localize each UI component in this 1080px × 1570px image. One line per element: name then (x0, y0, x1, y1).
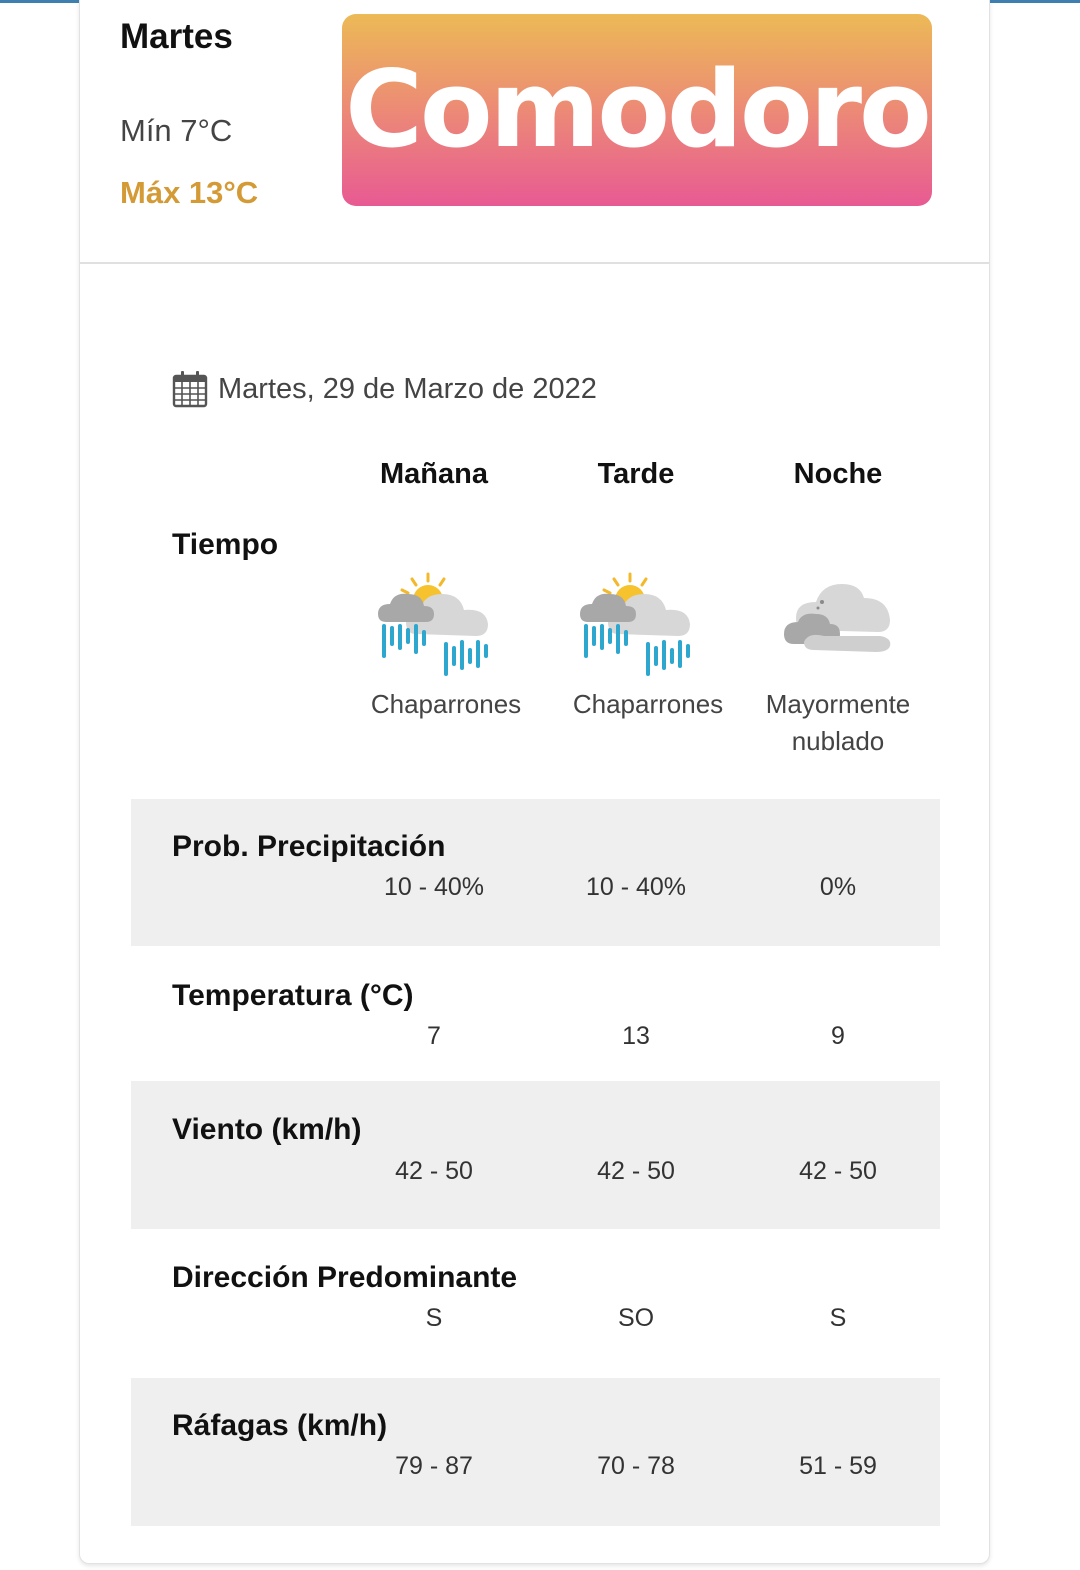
value-noche: 0% (819, 873, 857, 901)
day-name: Martes (120, 17, 233, 56)
sun-cloud-rain-icon (578, 572, 696, 682)
city-name: Comodoro (345, 48, 929, 171)
weather-description (538, 686, 758, 723)
row-label: Ráfagas (km/h) (172, 1409, 388, 1442)
weather-description (728, 686, 948, 760)
calendar-icon (172, 370, 208, 408)
weather-description (336, 686, 556, 723)
city-banner (342, 14, 932, 206)
weather-description-line1: Mayormente (765, 689, 911, 719)
value-tarde: 42 - 50 (597, 1157, 675, 1185)
date-row (172, 370, 597, 408)
weather-description-line1: Chaparrones (572, 689, 724, 719)
row-label: Prob. Precipitación (172, 830, 446, 863)
column-header-noche: Noche (793, 458, 883, 490)
row-label: Temperatura (°C) (172, 979, 414, 1012)
forecast-date: Martes, 29 de Marzo de 2022 (218, 372, 597, 405)
column-header-tarde: Tarde (597, 458, 675, 490)
row-label: Dirección Predominante (172, 1261, 518, 1294)
value-noche: 9 (831, 1022, 845, 1050)
weather-description-line1: Chaparrones (370, 689, 522, 719)
value-tarde: 10 - 40% (585, 873, 687, 901)
min-temperature: Mín 7°C (120, 113, 233, 148)
row-wind-direction (131, 1229, 940, 1378)
sun-cloud-rain-icon (376, 572, 494, 682)
value-manana: 42 - 50 (395, 1157, 473, 1185)
value-manana: 10 - 40% (383, 873, 485, 901)
row-wind (131, 1081, 940, 1229)
row-label: Viento (km/h) (172, 1113, 362, 1146)
value-manana: 7 (427, 1022, 441, 1050)
value-noche: 51 - 59 (799, 1452, 877, 1480)
row-gusts (131, 1378, 940, 1526)
card-divider (80, 262, 989, 264)
row-temperature (131, 946, 940, 1081)
tiempo-label: Tiempo (172, 528, 279, 561)
value-manana: 79 - 87 (395, 1452, 473, 1480)
value-noche: 42 - 50 (799, 1157, 877, 1185)
weather-description-line2: nublado (791, 726, 885, 756)
column-header-manana: Mañana (380, 458, 488, 490)
value-noche: S (829, 1304, 847, 1332)
value-tarde: 13 (622, 1022, 650, 1050)
max-temperature: Máx 13°C (120, 175, 259, 210)
moon-cloud-icon (780, 572, 898, 682)
value-manana: S (425, 1304, 443, 1332)
value-tarde: 70 - 78 (597, 1452, 675, 1480)
value-tarde: SO (617, 1304, 655, 1332)
row-precipitation (131, 799, 940, 946)
forecast-card (79, 0, 990, 1564)
